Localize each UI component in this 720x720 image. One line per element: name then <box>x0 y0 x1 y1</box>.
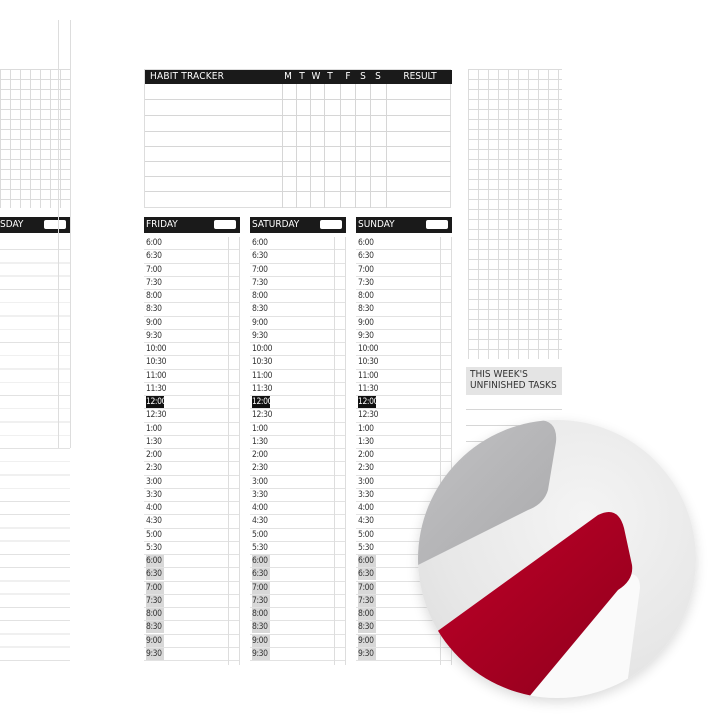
habit-day-wed: W <box>311 71 321 82</box>
time-slot[interactable] <box>144 356 240 369</box>
time-slot[interactable] <box>250 370 346 383</box>
time-slot[interactable] <box>144 237 240 250</box>
time-slot[interactable] <box>144 462 240 475</box>
time-label: 6:30 <box>252 568 270 580</box>
task-line[interactable] <box>466 409 562 410</box>
thursday-slots[interactable] <box>0 237 70 665</box>
habit-day-fri: F <box>345 71 351 82</box>
time-label: 3:30 <box>358 489 374 500</box>
time-slot[interactable] <box>356 396 452 409</box>
habit-row-line <box>145 131 451 132</box>
time-label: 3:30 <box>252 489 268 500</box>
time-slots <box>250 237 346 661</box>
time-label: 8:30 <box>146 304 162 315</box>
time-label: 9:30 <box>146 648 164 660</box>
time-slot[interactable] <box>144 515 240 528</box>
time-slot[interactable] <box>356 250 452 263</box>
time-label: 2:30 <box>358 463 374 474</box>
time-slot[interactable] <box>250 343 346 356</box>
time-label: 7:30 <box>146 277 162 288</box>
time-slot[interactable] <box>250 648 346 661</box>
time-label: 9:30 <box>146 330 162 341</box>
time-label: 9:30 <box>358 330 374 341</box>
habit-row-line <box>145 191 451 192</box>
time-label: 6:30 <box>252 251 268 262</box>
time-slot[interactable] <box>356 370 452 383</box>
time-label: 11:00 <box>146 370 167 381</box>
friday-header <box>144 217 240 233</box>
time-slot[interactable] <box>144 476 240 489</box>
time-label: 6:00 <box>146 238 162 248</box>
time-label: 3:30 <box>146 489 162 500</box>
habit-day-thu: T <box>327 71 333 82</box>
time-label: 9:00 <box>252 317 268 328</box>
column-divider <box>239 237 240 665</box>
time-label: 4:00 <box>358 503 374 513</box>
time-label: 8:30 <box>358 304 374 315</box>
time-slot[interactable] <box>144 409 240 422</box>
time-slot[interactable] <box>356 343 452 356</box>
habit-row-line <box>145 115 451 116</box>
time-label: 2:30 <box>146 463 162 474</box>
thursday-label: SDAY <box>0 219 24 230</box>
time-label: 2:30 <box>252 463 268 474</box>
time-label: 1:30 <box>358 436 374 447</box>
time-label: 4:00 <box>146 503 162 513</box>
thursday-header <box>0 217 70 233</box>
time-label: 8:00 <box>358 608 376 620</box>
time-label: 9:30 <box>252 330 268 341</box>
time-label: 7:00 <box>252 264 268 275</box>
habit-day-sat: S <box>360 71 366 82</box>
time-slot[interactable] <box>144 290 240 303</box>
habit-tracker-header <box>145 70 452 84</box>
time-label: 12:00 <box>146 397 167 407</box>
time-label: 7:30 <box>358 595 376 607</box>
friday-label: FRIDAY <box>146 219 178 230</box>
time-label: 12:00 <box>252 397 273 407</box>
time-slot[interactable] <box>250 449 346 462</box>
time-label: 7:30 <box>252 277 268 288</box>
time-slot[interactable] <box>144 396 240 409</box>
time-slot[interactable] <box>144 529 240 542</box>
time-label: 6:00 <box>146 555 164 567</box>
time-slot[interactable] <box>250 621 346 634</box>
column-divider <box>334 237 335 665</box>
time-label: 4:30 <box>252 516 268 527</box>
time-label: 10:30 <box>252 357 273 368</box>
column-divider <box>228 237 229 665</box>
time-label: 9:30 <box>252 648 270 660</box>
time-label: 7:00 <box>358 264 374 275</box>
time-label: 5:00 <box>146 529 162 540</box>
saturday-header <box>250 217 346 233</box>
time-slot[interactable] <box>356 277 452 290</box>
time-slot[interactable] <box>250 237 346 250</box>
notes-grid-right <box>468 69 562 359</box>
time-label: 9:00 <box>146 317 162 328</box>
time-slot[interactable] <box>356 648 452 661</box>
time-slot[interactable] <box>144 449 240 462</box>
time-label: 12:30 <box>146 410 167 421</box>
time-label: 1:00 <box>146 423 162 434</box>
time-label: 10:00 <box>146 344 167 354</box>
time-label: 12:30 <box>358 410 379 421</box>
time-label: 5:30 <box>252 542 268 553</box>
time-label: 11:00 <box>252 370 273 381</box>
time-label: 10:30 <box>358 357 379 368</box>
time-slot[interactable] <box>356 264 452 277</box>
day-column-saturday <box>250 217 346 665</box>
time-slot[interactable] <box>356 409 452 422</box>
time-label: 3:00 <box>358 476 374 487</box>
time-label: 10:00 <box>358 344 379 354</box>
time-slot[interactable] <box>144 383 240 396</box>
time-slot[interactable] <box>356 317 452 330</box>
unfinished-tasks-line2: UNFINISHED TASKS <box>470 380 557 391</box>
habit-row-line <box>145 161 451 162</box>
time-label: 11:00 <box>358 370 379 381</box>
time-slot[interactable] <box>356 462 452 475</box>
habit-day-tue: T <box>299 71 305 82</box>
time-label: 4:00 <box>252 503 268 513</box>
time-slot[interactable] <box>250 303 346 316</box>
time-slot[interactable] <box>356 303 452 316</box>
time-slot[interactable] <box>356 290 452 303</box>
time-slot[interactable] <box>250 277 346 290</box>
time-slot[interactable] <box>356 449 452 462</box>
time-slot[interactable] <box>250 595 346 608</box>
notes-grid-left <box>0 69 70 208</box>
time-slot[interactable] <box>250 529 346 542</box>
habit-row-line <box>145 99 451 100</box>
time-slot[interactable] <box>144 542 240 555</box>
time-slot[interactable] <box>356 635 452 648</box>
time-label: 6:00 <box>252 555 270 567</box>
habit-result-label: RESULT <box>403 71 437 82</box>
time-label: 7:30 <box>252 595 270 607</box>
thursday-divider-right <box>70 20 71 448</box>
time-slots <box>144 237 240 661</box>
time-label: 7:00 <box>146 264 162 275</box>
time-slot[interactable] <box>250 317 346 330</box>
time-label: 2:00 <box>358 450 374 460</box>
time-slot[interactable] <box>144 502 240 515</box>
time-slot[interactable] <box>144 343 240 356</box>
unfinished-tasks-line1: THIS WEEK'S <box>470 369 528 380</box>
time-label: 1:30 <box>252 436 268 447</box>
time-label: 8:30 <box>358 621 376 633</box>
habit-day-mon: M <box>284 71 292 82</box>
time-slot[interactable] <box>356 383 452 396</box>
time-slot[interactable] <box>144 303 240 316</box>
time-label: 10:00 <box>252 344 273 354</box>
time-label: 7:00 <box>146 582 164 594</box>
time-slot[interactable] <box>250 476 346 489</box>
time-label: 5:30 <box>358 542 374 553</box>
time-label: 7:00 <box>252 582 270 594</box>
time-slot[interactable] <box>144 568 240 581</box>
unfinished-tasks-label <box>466 367 562 395</box>
time-slot[interactable] <box>250 555 346 568</box>
time-label: 4:30 <box>146 516 162 527</box>
time-slot[interactable] <box>250 515 346 528</box>
time-slot[interactable] <box>144 277 240 290</box>
time-slot[interactable] <box>250 568 346 581</box>
time-slot[interactable] <box>144 330 240 343</box>
time-label: 9:30 <box>358 648 376 660</box>
time-label: 6:30 <box>146 568 164 580</box>
time-slot[interactable] <box>144 582 240 595</box>
time-slot[interactable] <box>250 383 346 396</box>
time-label: 6:00 <box>358 555 376 567</box>
time-slot[interactable] <box>250 330 346 343</box>
date-box[interactable] <box>214 220 236 229</box>
time-label: 11:30 <box>146 383 167 394</box>
time-slot[interactable] <box>144 436 240 449</box>
time-slot[interactable] <box>250 542 346 555</box>
time-label: 8:00 <box>252 608 270 620</box>
cover-detail-illustration <box>418 420 696 698</box>
time-label: 12:30 <box>252 410 273 421</box>
time-label: 4:30 <box>358 516 374 527</box>
time-slot[interactable] <box>250 356 346 369</box>
time-slot[interactable] <box>144 608 240 621</box>
time-slot[interactable] <box>356 330 452 343</box>
sunday-header <box>356 217 452 233</box>
time-slot[interactable] <box>144 423 240 436</box>
time-label: 5:00 <box>252 529 268 540</box>
time-label: 12:00 <box>358 397 379 407</box>
time-label: 2:00 <box>146 450 162 460</box>
time-label: 9:00 <box>146 635 164 647</box>
time-slot[interactable] <box>144 264 240 277</box>
time-slot[interactable] <box>250 290 346 303</box>
habit-tracker-title: HABIT TRACKER <box>150 71 225 82</box>
time-label: 5:30 <box>146 542 162 553</box>
time-label: 8:00 <box>146 291 162 301</box>
saturday-label: SATURDAY <box>252 219 300 230</box>
time-label: 5:00 <box>358 529 374 540</box>
time-slot[interactable] <box>356 356 452 369</box>
habit-row-line <box>145 176 451 177</box>
time-slot[interactable] <box>144 370 240 383</box>
time-label: 9:00 <box>252 635 270 647</box>
habit-row-line <box>145 146 451 147</box>
time-label: 6:00 <box>358 238 374 248</box>
time-label: 6:30 <box>358 568 376 580</box>
time-slot[interactable] <box>250 250 346 263</box>
time-label: 8:30 <box>252 304 268 315</box>
time-label: 1:00 <box>252 423 268 434</box>
column-divider <box>345 237 346 665</box>
time-label: 6:00 <box>252 238 268 248</box>
sunday-label: SUNDAY <box>358 219 395 230</box>
time-slot[interactable] <box>144 489 240 502</box>
time-slot[interactable] <box>250 423 346 436</box>
thursday-divider <box>58 20 59 448</box>
time-slot[interactable] <box>250 608 346 621</box>
time-slot[interactable] <box>144 648 240 661</box>
time-slot[interactable] <box>356 423 452 436</box>
habit-tracker <box>144 69 451 208</box>
time-slot[interactable] <box>250 502 346 515</box>
time-label: 8:00 <box>358 291 374 301</box>
time-label: 9:00 <box>358 317 374 328</box>
time-label: 7:00 <box>358 582 376 594</box>
time-slot[interactable] <box>144 595 240 608</box>
time-slot[interactable] <box>144 621 240 634</box>
time-slot[interactable] <box>250 409 346 422</box>
time-label: 8:30 <box>252 621 270 633</box>
habit-day-sun: S <box>375 71 381 82</box>
date-box[interactable] <box>44 220 66 229</box>
time-label: 2:00 <box>252 450 268 460</box>
time-slot[interactable] <box>250 635 346 648</box>
day-column-friday <box>144 217 240 665</box>
date-box[interactable] <box>320 220 342 229</box>
time-slot[interactable] <box>144 250 240 263</box>
time-slot[interactable] <box>250 396 346 409</box>
time-slot[interactable] <box>250 462 346 475</box>
time-label: 6:30 <box>358 251 374 262</box>
time-slot[interactable] <box>250 489 346 502</box>
time-label: 3:00 <box>146 476 162 487</box>
cover-detail-magnifier <box>418 420 696 698</box>
time-slot[interactable] <box>144 555 240 568</box>
time-slot[interactable] <box>356 436 452 449</box>
time-slot[interactable] <box>250 436 346 449</box>
time-slot[interactable] <box>144 635 240 648</box>
time-label: 8:30 <box>146 621 164 633</box>
time-label: 8:00 <box>146 608 164 620</box>
time-label: 11:30 <box>358 383 379 394</box>
time-label: 11:30 <box>252 383 273 394</box>
time-label: 1:00 <box>358 423 374 434</box>
time-slot[interactable] <box>144 317 240 330</box>
date-box[interactable] <box>426 220 448 229</box>
time-label: 3:00 <box>252 476 268 487</box>
time-label: 10:30 <box>146 357 167 368</box>
time-slot[interactable] <box>250 264 346 277</box>
time-label: 6:30 <box>146 251 162 262</box>
time-label: 7:30 <box>146 595 164 607</box>
time-slot[interactable] <box>356 237 452 250</box>
time-label: 9:00 <box>358 635 376 647</box>
time-label: 8:00 <box>252 291 268 301</box>
time-slot[interactable] <box>250 582 346 595</box>
time-label: 1:30 <box>146 436 162 447</box>
time-label: 7:30 <box>358 277 374 288</box>
